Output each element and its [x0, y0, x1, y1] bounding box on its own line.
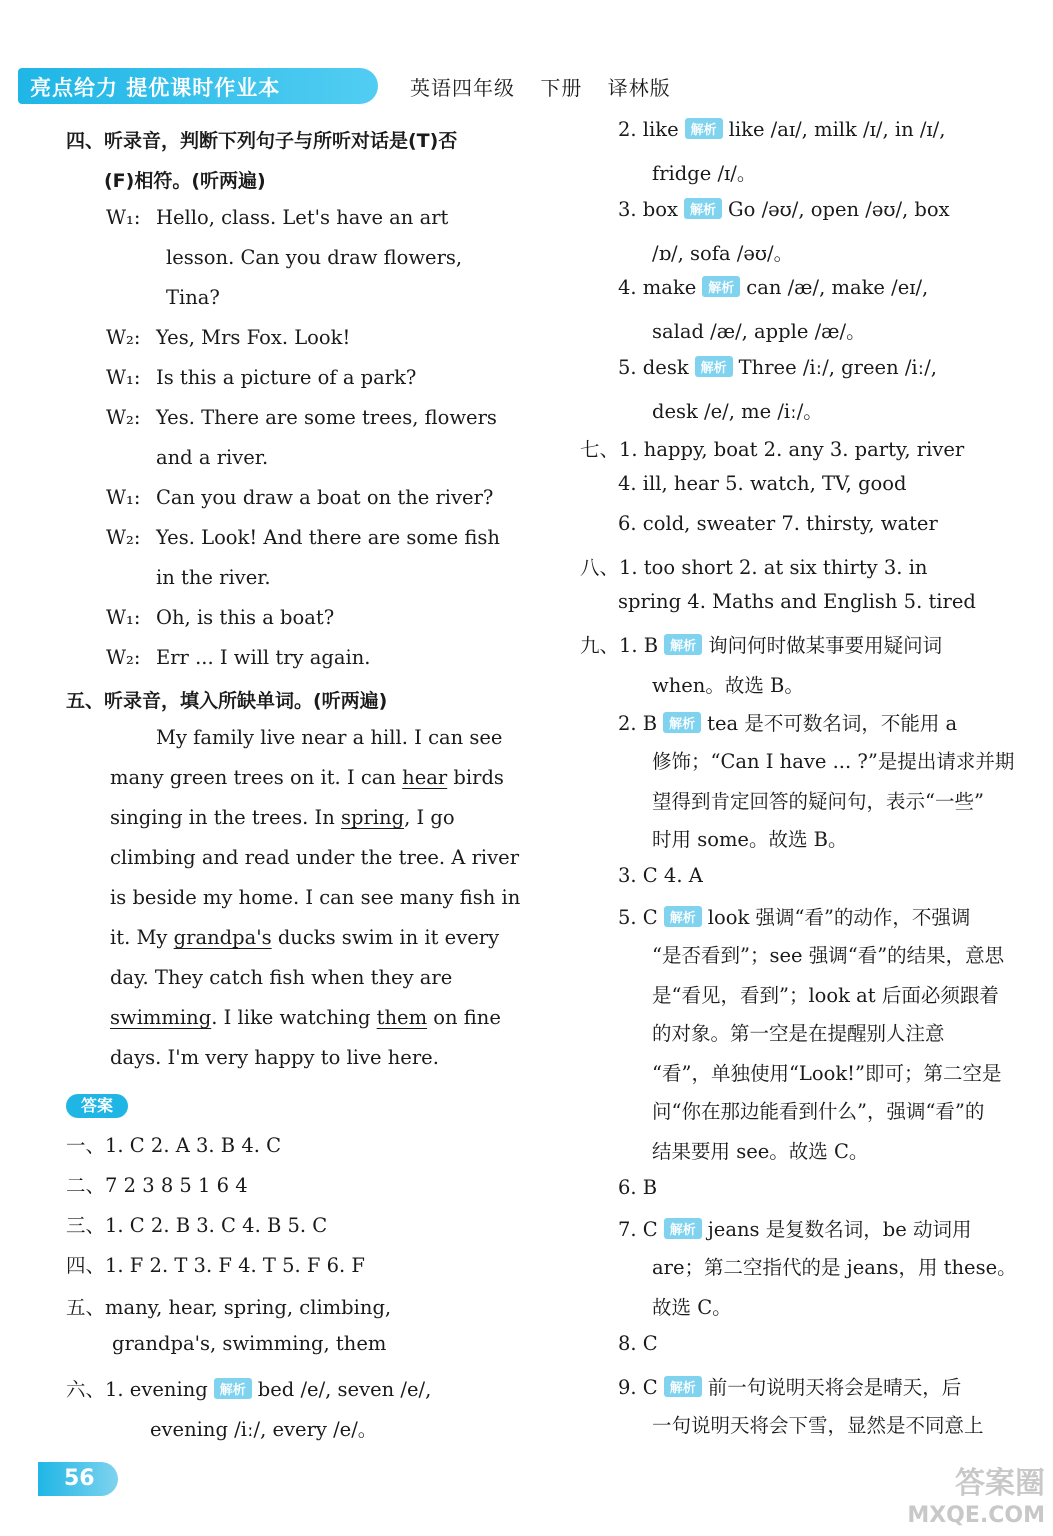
analysis-tag: 解析	[664, 1376, 702, 1397]
passage-text: birds	[453, 766, 504, 789]
answer-line: 七、1. happy, boat 2. any 3. party, river	[580, 438, 965, 461]
answer-line: 6. cold, sweater 7. thirsty, water	[618, 512, 938, 535]
speaker-label: W₂:	[106, 646, 141, 669]
answer-text: 5. desk	[618, 356, 689, 379]
dialog-text: Yes, Mrs Fox. Look!	[156, 326, 351, 349]
answer-line: salad /æ/, apple /æ/。	[652, 320, 866, 343]
passage-line: is beside my home. I can see many fish in	[110, 886, 521, 909]
answer-line: spring 4. Maths and English 5. tired	[618, 590, 976, 613]
answer-badge: 答案	[66, 1094, 128, 1118]
answer-line: grandpa's, swimming, them	[112, 1332, 387, 1355]
answer-text: bed /e/, seven /e/,	[257, 1378, 432, 1401]
dialog-text: Yes. There are some trees, flowers	[156, 406, 497, 429]
filled-blank: swimming	[110, 1006, 212, 1029]
answer-line	[618, 708, 957, 736]
answer-text: 2. like	[618, 118, 679, 141]
answer-line	[618, 1214, 971, 1242]
speaker-label: W₁:	[106, 366, 141, 389]
analysis-tag: 解析	[702, 276, 740, 297]
dialog-text: Oh, is this a boat?	[156, 606, 335, 629]
answer-line: desk /e/, me /iː/。	[652, 400, 823, 423]
answer-line: 一句说明天将会下雪，显然是不同意上	[652, 1414, 984, 1437]
answer-line	[618, 118, 945, 141]
passage-text: on fine	[433, 1006, 501, 1029]
passage-text: singing in the trees. In	[110, 806, 335, 829]
book-info	[410, 72, 689, 101]
dialog-text: Err ... I will try again.	[156, 646, 371, 669]
analysis-tag: 解析	[664, 906, 702, 927]
analysis-tag: 解析	[663, 712, 701, 733]
analysis-tag: 解析	[695, 356, 733, 377]
answer-text: 7. C	[618, 1218, 658, 1241]
answer-line: 一、1. C 2. A 3. B 4. C	[66, 1134, 282, 1157]
dialog-line	[106, 366, 416, 389]
filled-blank: spring	[341, 806, 405, 829]
dialog-line	[106, 326, 350, 349]
watermark	[907, 1468, 1045, 1532]
answer-line: evening /iː/, every /e/。	[150, 1418, 378, 1441]
answer-line: 八、1. too short 2. at six thirty 3. in	[580, 556, 928, 579]
answer-line: 五、many, hear, spring, climbing,	[66, 1296, 392, 1319]
answer-line	[618, 356, 937, 379]
dialog-text: lesson. Can you draw flowers,	[166, 246, 463, 269]
answer-text: 询问何时做某事要用疑问词	[708, 634, 943, 657]
watermark-logo: 答案圈	[955, 1466, 1045, 1501]
series-title: 亮点给力 提优课时作业本	[30, 76, 281, 100]
passage-text: many green trees on it. I can	[110, 766, 396, 789]
speaker-label: W₂:	[106, 526, 141, 549]
answer-line: 望得到肯定回答的疑问句，表示“一些”	[652, 790, 984, 813]
answer-text: tea 是不可数名词，不能用 a	[707, 712, 958, 735]
answer-line: “看”，单独使用“Look!”即可；第二空是	[652, 1062, 1002, 1085]
filled-blank: grandpa's	[173, 926, 272, 949]
passage-line	[110, 1006, 501, 1029]
answer-line: 二、7 2 3 8 5 1 6 4	[66, 1174, 248, 1197]
filled-blank: them	[376, 1006, 428, 1029]
section-4-title: 四、听录音，判断下列句子与所听对话是(T)否	[66, 130, 458, 152]
answer-text: jeans 是复数名词，be 动词用	[707, 1218, 972, 1241]
answer-line: 的对象。第一空是在提醒别人注意	[652, 1022, 945, 1045]
answer-line: 故选 C。	[652, 1296, 732, 1319]
section-4-title-cont: (F)相符。(听两遍)	[104, 170, 266, 192]
answer-line: 修饰；“Can I have ... ?”是提出请求并期	[652, 750, 1015, 773]
answer-text: 六、1. evening	[66, 1378, 208, 1401]
answer-line	[580, 630, 942, 658]
answer-line: 6. B	[618, 1176, 658, 1199]
dialog-line	[106, 606, 334, 629]
dialog-line	[106, 646, 370, 669]
answer-text: 9. C	[618, 1376, 658, 1399]
answer-line	[618, 1372, 961, 1400]
passage-text: ducks swim in it every	[277, 926, 500, 949]
answer-line: “是否看到”；see 强调“看”的结果，意思	[652, 944, 1005, 967]
analysis-tag: 解析	[684, 198, 722, 219]
passage-line: climbing and read under the tree. A river	[110, 846, 520, 869]
dialog-line	[106, 486, 493, 509]
speaker-label: W₁:	[106, 606, 141, 629]
dialog-text: Yes. Look! And there are some fish	[156, 526, 500, 549]
answer-line: 8. C	[618, 1332, 658, 1355]
answer-line: 问“你在那边能看到什么”，强调“看”的	[652, 1100, 985, 1123]
dialog-text: and a river.	[156, 446, 269, 469]
book-term: 下册	[540, 76, 583, 100]
answer-text: like /aɪ/, milk /ɪ/, in /ɪ/,	[728, 118, 946, 141]
answer-line: when。故选 B。	[652, 674, 804, 697]
answer-text: 前一句说明天将会是晴天，后	[707, 1376, 962, 1399]
answer-line: 3. C 4. A	[618, 864, 703, 887]
answer-line	[618, 276, 928, 299]
answer-text: 3. box	[618, 198, 679, 221]
answer-text: look 强调“看”的动作，不强调	[707, 906, 971, 929]
passage-line: day. They catch fish when they are	[110, 966, 453, 989]
answer-line: 三、1. C 2. B 3. C 4. B 5. C	[66, 1214, 328, 1237]
speaker-label: W₂:	[106, 406, 141, 429]
answer-line: are；第二空指代的是 jeans，用 these。	[652, 1256, 1017, 1279]
page-number: 56	[38, 1462, 118, 1496]
passage-line	[110, 766, 504, 789]
answer-line: 四、1. F 2. T 3. F 4. T 5. F 6. F	[66, 1254, 365, 1277]
answer-text: can /æ/, make /eɪ/,	[746, 276, 929, 299]
book-edition: 译林版	[607, 76, 671, 100]
analysis-tag: 解析	[664, 634, 702, 655]
answer-text: Go /əʊ/, open /əʊ/, box	[728, 198, 950, 221]
section-5-title: 五、听录音，填入所缺单词。(听两遍)	[66, 690, 388, 712]
answer-line: /ɒ/, sofa /əʊ/。	[652, 242, 794, 265]
answer-text: 2. B	[618, 712, 658, 735]
dialog-text: Hello, class. Let's have an art	[156, 206, 449, 229]
dialog-line	[106, 206, 448, 229]
analysis-tag: 解析	[214, 1378, 252, 1399]
answer-line: 4. ill, hear 5. watch, TV, good	[618, 472, 907, 495]
analysis-tag: 解析	[664, 1218, 702, 1239]
dialog-text: in the river.	[156, 566, 271, 589]
passage-line: My family live near a hill. I can see	[156, 726, 503, 749]
speaker-label: W₁:	[106, 486, 141, 509]
passage-text: it. My	[110, 926, 168, 949]
answer-line: 时用 some。故选 B。	[652, 828, 848, 851]
answer-text: 九、1. B	[580, 634, 659, 657]
book-subject: 英语四年级	[410, 76, 515, 100]
answer-text: 5. C	[618, 906, 658, 929]
dialog-text: Tina?	[166, 286, 220, 309]
answer-line	[66, 1374, 431, 1402]
dialog-text: Can you draw a boat on the river?	[156, 486, 494, 509]
answer-line: fridge /ɪ/。	[652, 162, 757, 185]
answer-line: 结果要用 see。故选 C。	[652, 1140, 869, 1163]
watermark-url: MXQE.COM	[907, 1503, 1045, 1528]
dialog-line	[106, 406, 497, 429]
dialog-text: Is this a picture of a park?	[156, 366, 417, 389]
answer-line	[618, 198, 950, 221]
passage-line	[110, 806, 455, 829]
speaker-label: W₂:	[106, 326, 141, 349]
filled-blank: hear	[402, 766, 448, 789]
dialog-line	[106, 526, 500, 549]
answer-text: 4. make	[618, 276, 697, 299]
passage-text: , I go	[404, 806, 455, 829]
passage-line: days. I'm very happy to live here.	[110, 1046, 439, 1069]
speaker-label: W₁:	[106, 206, 141, 229]
passage-line	[110, 926, 499, 949]
passage-text: . I like watching	[211, 1006, 371, 1029]
answer-line: 是“看见，看到”；look at 后面必须跟着	[652, 984, 999, 1007]
analysis-tag: 解析	[685, 118, 723, 139]
answer-text: Three /iː/, green /iː/,	[738, 356, 937, 379]
answer-line	[618, 902, 970, 930]
